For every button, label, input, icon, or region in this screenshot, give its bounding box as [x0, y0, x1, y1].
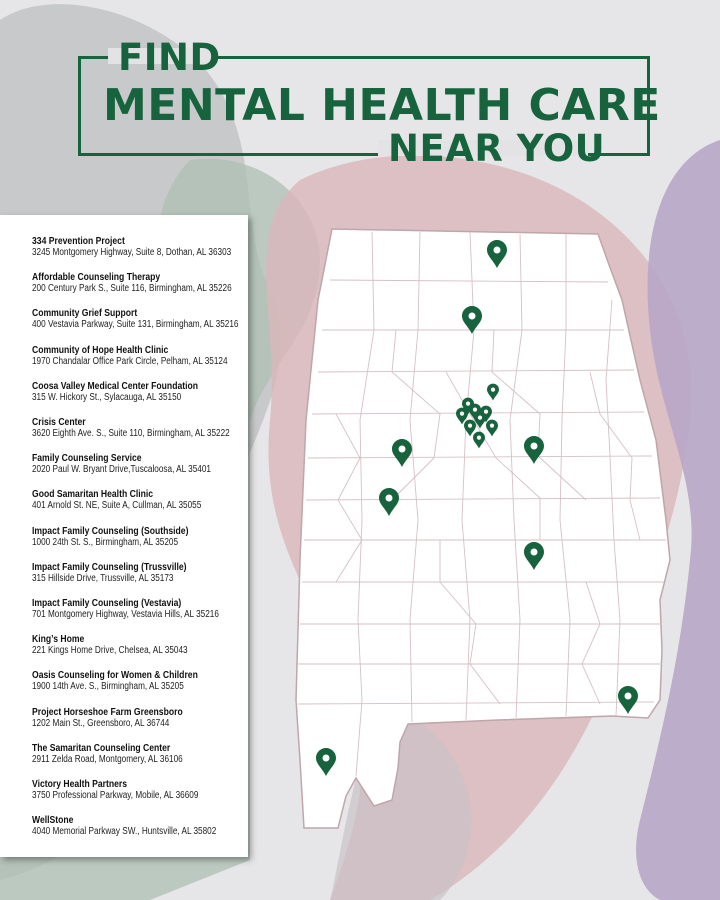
- provider-address: 200 Century Park S., Suite 116, Birmingham, AL 35226: [32, 283, 232, 295]
- provider-address: 221 Kings Home Drive, Chelsea, AL 35043: [32, 645, 188, 657]
- provider-list-item: [32, 778, 246, 802]
- provider-address: 401 Arnold St. NE, Suite A, Cullman, AL 35055: [32, 500, 202, 512]
- provider-address: 315 W. Hickory St., Sylacauga, AL 35150: [32, 391, 182, 403]
- provider-address: 2911 Zelda Road, Montgomery, AL 36106: [32, 753, 183, 765]
- provider-name: Good Samaritan Health Clinic: [32, 488, 154, 501]
- provider-list-item: [32, 235, 246, 259]
- provider-address: 3750 Professional Parkway, Mobile, AL 36609: [32, 790, 199, 801]
- provider-name: WellStone: [32, 814, 74, 827]
- provider-name: Impact Family Counseling (Southside): [32, 524, 189, 537]
- provider-name: King’s Home: [32, 633, 85, 646]
- provider-list-item: [32, 561, 246, 585]
- provider-name: Project Horseshoe Farm Greensboro: [32, 705, 183, 718]
- provider-address: 3620 Eighth Ave. S., Suite 110, Birmingham, AL 35222: [32, 428, 230, 439]
- provider-name: The Samaritan Counseling Center: [32, 741, 171, 754]
- provider-list-item: [32, 416, 246, 440]
- provider-list-item: [32, 488, 246, 512]
- provider-address: 1900 14th Ave. S., Birmingham, AL 35205: [32, 681, 184, 693]
- provider-list-item: [32, 452, 246, 476]
- provider-list-item: [32, 633, 246, 657]
- provider-list-item: [32, 380, 246, 404]
- provider-name: Impact Family Counseling (Vestavia): [32, 597, 182, 609]
- provider-name: Family Counseling Service: [32, 452, 142, 465]
- provider-address: 1202 Main St., Greensboro, AL 36744: [32, 717, 170, 729]
- provider-list-panel: [0, 215, 248, 857]
- provider-address: 315 Hillside Drive, Trussville, AL 35173: [32, 572, 174, 584]
- title-line-2: MENTAL HEALTH CARE: [103, 80, 661, 131]
- provider-name: Victory Health Partners: [32, 778, 128, 790]
- provider-list-item: [32, 307, 246, 331]
- provider-name: Community of Hope Health Clinic: [32, 343, 169, 356]
- provider-list-item: [32, 742, 246, 766]
- provider-name: Crisis Center: [32, 416, 86, 428]
- title-line-3: NEAR YOU: [388, 127, 606, 170]
- provider-address: 1970 Chandalar Office Park Circle, Pelham, AL 35124: [32, 355, 228, 367]
- provider-list-item: [32, 706, 246, 730]
- provider-name: Impact Family Counseling (Trussville): [32, 560, 187, 573]
- provider-address: 2020 Paul W. Bryant Drive,Tuscaloosa, AL 35401: [32, 464, 211, 476]
- provider-name: 334 Prevention Project: [32, 235, 125, 247]
- provider-list-item: [32, 271, 246, 295]
- provider-address: 1000 24th St. S., Birmingham, AL 35205: [32, 536, 179, 548]
- provider-address: 701 Montgomery Highway, Vestavia Hills, AL 35216: [32, 609, 219, 620]
- provider-list-item: [32, 669, 246, 693]
- provider-address: 3245 Montgomery Highway, Suite 8, Dothan, AL 36303: [32, 247, 232, 258]
- provider-name: Affordable Counseling Therapy: [32, 271, 161, 284]
- provider-name: Coosa Valley Medical Center Foundation: [32, 379, 199, 392]
- provider-list-item: [32, 597, 246, 621]
- provider-list-item: [32, 525, 246, 549]
- provider-address: 4040 Memorial Parkway SW., Huntsville, AL 35802: [32, 826, 217, 838]
- title-line-1: FIND: [118, 36, 221, 79]
- provider-list-item: [32, 814, 246, 838]
- provider-list-item: [32, 344, 246, 368]
- provider-name: Oasis Counseling for Women & Children: [32, 669, 198, 682]
- provider-address: 400 Vestavia Parkway, Suite 131, Birmingham, AL 35216: [32, 319, 239, 331]
- provider-name: Community Grief Support: [32, 307, 138, 320]
